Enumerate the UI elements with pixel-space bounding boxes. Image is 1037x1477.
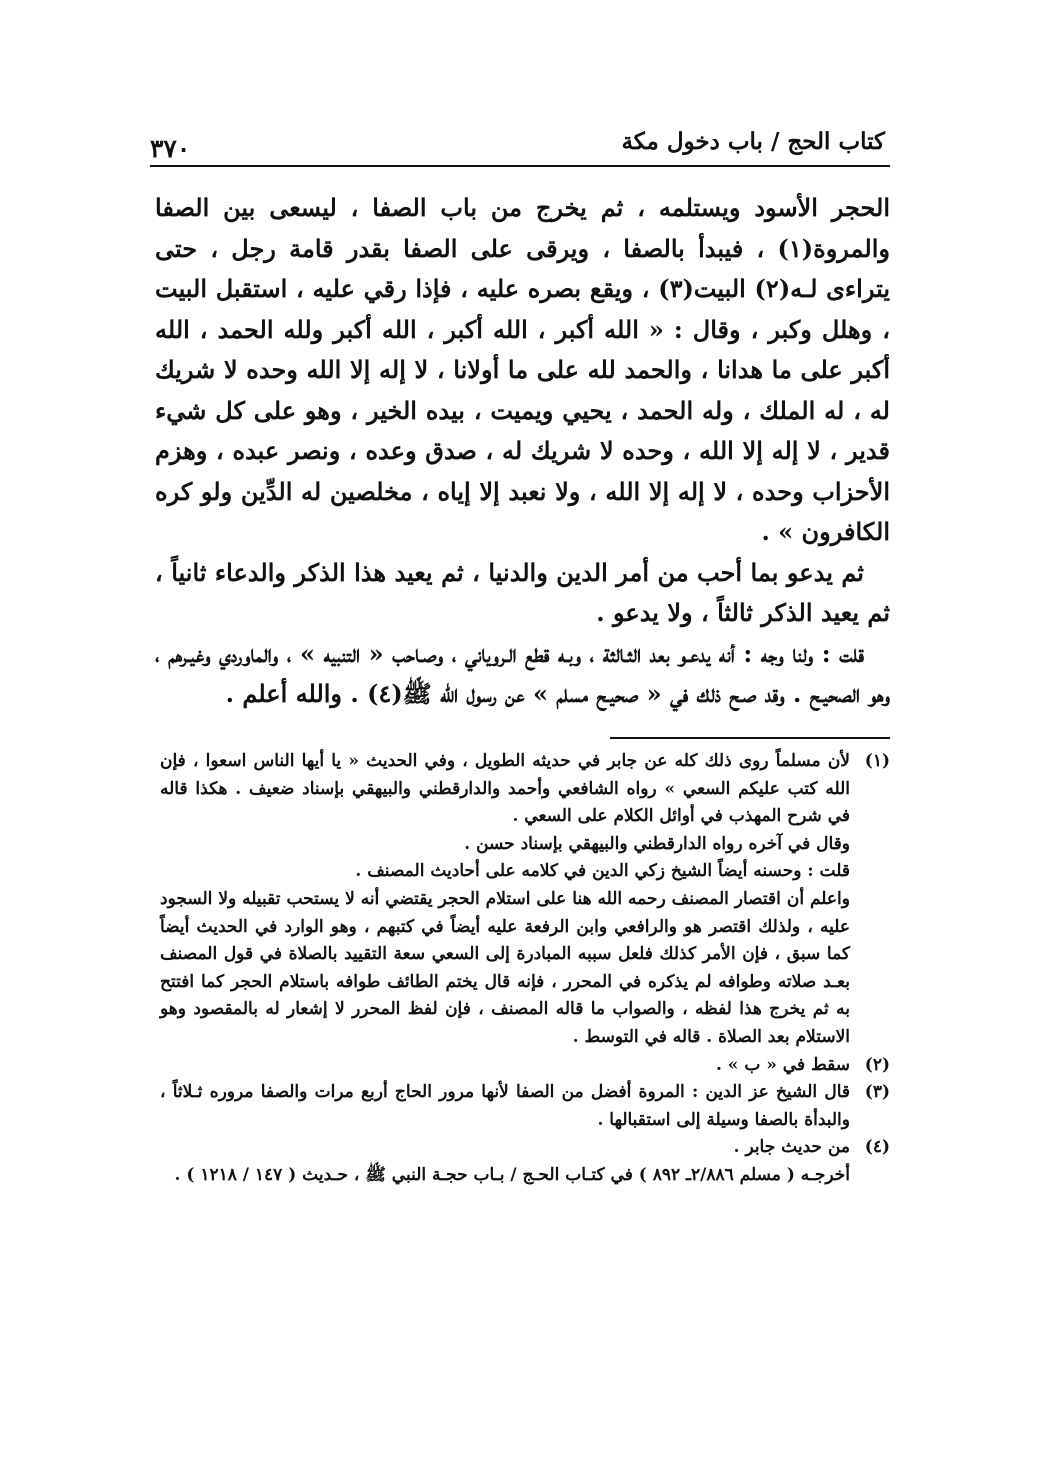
footnote-text: لأن مسلماً روى ذلك كله عن جابر في حديثه الطويل ، وفي الحديث « يا أيها الناس اسعوا ، فإن الله كتب عليكم السعي » رواه الشافعي وأحمد والدارقطني والبيهقي بإسناد ضعيف . هكذا قاله في شرح المهذب في أوائل الكلام على السعي . (160, 751, 850, 827)
footnote-number: (٤) (864, 1137, 890, 1158)
footnote-text: من حديث جابر . (733, 1137, 850, 1158)
footnote-number: (٣) (864, 1082, 890, 1103)
footnote-source: أخرجـه ( مسلم ٢/٨٨٦ـ ٨٩٢ ) في كتـاب الحـج / بـاب حجـة النبي ﷺ ، حـديث ( ١٤٧ / ١٢١٨ ) . (174, 1164, 850, 1185)
footnote-text: قال الشيخ عز الدين : المروة أفضل من الصفا لأنها مرور الحاج أربع مرات والصفا مروره ثـلاثاً ، والبدأة بالصفا وسيلة إلى استقبالها . (160, 1082, 850, 1130)
footnote-1 (160, 748, 890, 831)
header-rule (150, 165, 890, 167)
page-number: ٣٧٠ (150, 134, 191, 163)
main-paragraph: ثم يدعو بما أحب من أمر الدين والدنيا ، ثم يعيد هذا الذكر والدعاء ثانياً ، ثم يعيد الذكر ثالثاً ، ولا يدعو . (155, 557, 890, 627)
footnote-number: (٢) (864, 1054, 890, 1075)
footnote-text: سقط في « ب » . (715, 1054, 850, 1075)
page-header (150, 128, 885, 168)
footnotes (160, 748, 890, 1190)
footnote-3 (160, 1079, 890, 1134)
main-paragraph: الحجر الأسود ويستلمه ، ثم يخرج من باب الصفا ، ليسعى بين الصفا والمروة(١) ، فيبدأ بالصفا ، ويرقى على الصفا بقدر قامة رجل ، حتى يتراءى لـه(٢) البيت(٣) ، ويقع بصره عليه ، فإذا رقي عليه ، استقبل البيت ، وهلل وكبر ، وقال : « الله أكبر ، الله أكبر ، الله أكبر ولله الحمد ، الله أكبر على ما هدانا ، والحمد لله على ما أولانا ، لا إله إلا الله وحده لا شريك له ، له الملك ، وله الحمد ، يحيي ويميت ، بيده الخير ، وهو على كل شيء قدير ، لا إله إلا الله ، وحده لا شريك له ، صدق وعده ، ونصر عبده ، وهزم الأحزاب وحده ، لا إله إلا الله ، ولا نعبد إلا إياه ، مخلصين له الدِّين ولو كره الكافرون » . (155, 193, 890, 546)
main-paragraph: قلت : ولنا وجه : أنه يدعـو بعد الثـالثة ، وبـه قطع الـروياني ، وصـاحب « التنبيه » ، والماوردي وغيـرهم ، وهو الصحيـح . وقد صـح ذلك في « صحيـح مسلم » عن رسول الله ﷺ(٤) . والله أعلم . (155, 638, 890, 708)
main-text (155, 188, 890, 715)
running-title: كتاب الحج / باب دخول مكة (621, 128, 885, 155)
footnote-line: وقال في آخره رواه الدارقطني والبيهقي بإسناد حسن . (464, 833, 850, 854)
footnote-number: (١) (864, 751, 890, 771)
footnote-2 (160, 1052, 890, 1080)
footnote-4 (160, 1134, 890, 1162)
footnote-rule (610, 737, 890, 739)
footnote-line: قلت : وحسنه أيضاً الشيخ زكي الدين في كلامه على أحاديث المصنف . (355, 861, 850, 882)
footnote-line: واعلم أن اقتصار المصنف رحمه الله هنا على استلام الحجر يقتضي أنه لا يستحب تقبيله ولا السجود عليه ، ولذلك اقتصر هو والرافعي وابن الرفعة عليه أيضاً في كتبهم ، وهو الوارد في الحديث أيضاً كما سبق ، فإن الأمر كذلك فلعل سببه المبادرة إلى السعي سعة التقييد بالصلاة في قول المصنف بعـد صلاته وطوافه لم يذكره في المحرر ، فإنه قال يختم الطائف طوافه باستلام الحجر كما افتتح به ثم يخرج هذا لفظه ، والصواب ما قاله المصنف ، فإن لفظ المحرر لا إشعار له بالمقصود وهو الاستلام بعد الصلاة . قاله في التوسط . (160, 888, 850, 1047)
